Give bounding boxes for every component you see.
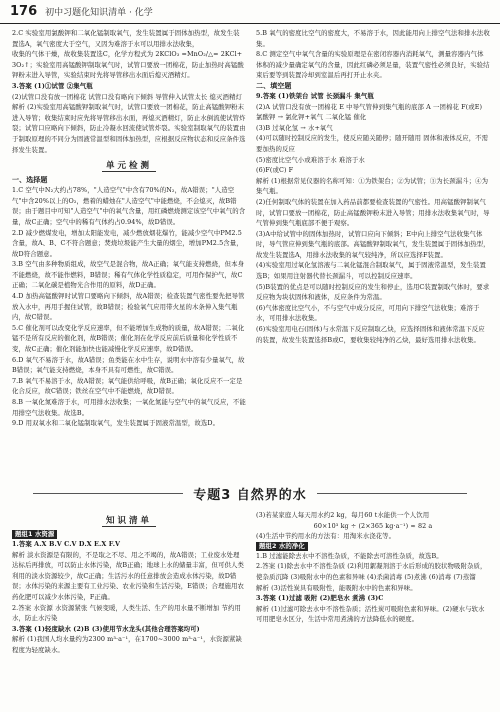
answer-line: 3.答案 (1)轻度缺水 (2)B (3)使用节水龙头(其他合理答案均可) <box>12 624 200 633</box>
unit-test-heading: 单元检测 <box>12 159 246 171</box>
bottom-left-column <box>12 510 246 708</box>
group-heading <box>12 530 246 539</box>
right-column <box>256 28 490 478</box>
bottom-right-column <box>256 510 490 708</box>
fill-heading: 二、填空题 <box>256 81 292 90</box>
paragraph: 解析 (3)活性炭具有吸附性，能吸附水中的色素和异味。 <box>256 583 417 592</box>
group-tag: 题组1 水资源 <box>12 530 57 539</box>
paragraph: (6)实验室用电石(固体)与水常温下反应制取乙炔，应选择固体和液体常温下反应的装置，故发生装置选择B或C，要收集较纯净的乙炔，最好选用排水法收集。 <box>256 325 485 344</box>
paragraph: 5.C 催化剂可以改变化学反应速率，但不能增加生成物的质量，故A错误；二氧化锰不是所有反应的催化剂，故B错误；催化剂在化学反应前后质量和化学性质不变，故C正确；催化剂能加快也能减慢化学反应速率，故D错误。 <box>12 323 245 354</box>
answer-line: 3.答案 (1)过滤 吸附 (2)肥皂水 煮沸 (3)C <box>256 594 384 603</box>
book-title: 初中习题化知识清单 · 化学 <box>45 8 153 18</box>
paragraph: 5.B 氧气的密度比空气的密度大，不易溶于水，因此能用向上排空气法和排水法收集。 <box>256 29 490 48</box>
paragraph: (3)若某家庭人每天用水约2 kg，每月60 t水能供一个人饮用 <box>256 511 430 519</box>
paragraph: 7.B 氧气不易溶于水，故A错误；氧气能供给呼吸，故B正确；氧化反应不一定是化合反应，故C错误；铁丝在空气中不能燃烧，故D错误。 <box>12 376 243 396</box>
paragraph: 3.B 空气由多种物质组成，故空气是混合物，故A正确；氧气能支持燃烧，但本身不能燃烧，故不能作燃料，B错误；稀有气体化学性质稳定，可用作保护气，故C正确；二氧化碳是植物光合作用的原料，故D正确。 <box>12 260 245 290</box>
paragraph: 1.B 过滤能除去水中不溶性杂质，不能除去可溶性杂质，故选B。 <box>256 551 443 560</box>
answer-line: 9.答案 (1)铁架台 试管 长颈漏斗 集气瓶 <box>256 91 374 100</box>
knowledge-list-heading: 知识清单 <box>12 514 246 526</box>
paragraph: (6)气体密度比空气小，不与空气中成分反应，可用向下排空气法收集；难溶于水，可用排水法收集。 <box>256 303 480 323</box>
page-header <box>0 0 500 24</box>
paragraph: 2.答案 (1)除去水中不溶性杂质 (2)利用絮凝剂溶于水后形成的胶状物吸附杂质，使杂质沉降 (3)吸附水中的色素和异味 (4)杀菌消毒 (5)煮沸 (6)消毒 (7)蒸馏 <box>256 562 487 581</box>
group-heading <box>256 542 490 551</box>
paragraph: 解析 (1)过滤可除去水中不溶性杂质；活性炭可吸附色素和异味。(2)硬水与软水可用肥皂水区分，生活中常用煮沸的方法降低水的硬度。 <box>256 604 485 624</box>
group-tag: 题组2 水的净化 <box>256 542 308 551</box>
paragraph: 6.D 氧气不易溶于水，故A错误；鱼类能在水中生存，说明水中溶有少量氧气，故B错误；氧气能支持燃烧，本身不具有可燃性，故C错误。 <box>12 355 245 375</box>
answer-line: 3.答案 (1)①试管 ②集气瓶 <box>12 81 93 90</box>
chapter-title: 专题3 自然界的水 <box>0 480 500 506</box>
left-column <box>12 28 246 478</box>
paragraph: (2)任何制取气体的装置在加入药品前都要检查装置的气密性。用高锰酸钾制氧气时，试管口要放一团棉花，防止高锰酸钾粉末进入导管；用排水法收集氧气时，导气管伸到集气瓶底部不便于观察。 <box>256 197 490 228</box>
paragraph: 解析 (1)根据常见仪器的名称可知：①为铁架台；②为试管；③为长颈漏斗；④为集气瓶。 <box>256 176 489 196</box>
paragraph: 2.C 实验室用氯酸钾和二氧化锰制取氧气，发生装置属于固体加热型，故发生装置选A，氧气密度大于空气，又因为难溶于水可以用排水法收集， <box>12 29 240 48</box>
paragraph: 解析 (1)我国人均水量约为2300 m³·a⁻¹，在1700~3000 m³·a⁻¹，水资源紧缺程度为轻度缺水。 <box>12 635 243 654</box>
paragraph: 4.D 加热高锰酸钾时试管口要略向下倾斜，故A错误；检查装置气密性要先把导管放入水中，再用手握住试管，故B错误；检验氧气应用带火星的木条伸入集气瓶内，故C错误。 <box>12 292 245 322</box>
formula: 60×10³ kg ÷ (2×365 kg·a⁻¹) ≈ 82 a <box>313 521 433 530</box>
paragraph: 9.D 用双氧水和二氧化锰制取氧气，发生装置属于固液常温型，故选D。 <box>12 419 220 428</box>
paragraph: 1.C 空气中N₂大约占78%，"人造空气"中含有70%的N₂，故A错误；"人造空气"中含20%以上的O₂，燃着的蜡烛在"人造空气"中能燃烧，不会熄灭，故B错误；由于题目中可知"人造空气"中的氧气含量，用红磷燃烧测定该空气中氧气的含量，故C正确；空气中的稀有气体约占0.94%，故D错误。 <box>12 186 246 226</box>
paragraph: (4)可以随时控制反应的发生，使反应随关随停；随开随用 固体和液体反应，不需要加热的反应 <box>256 134 489 153</box>
paragraph: (5)B装置的优点是可以随时控制反应的发生和停止，选用C装置制取气体时，要求反应物为块状固体和液体，反应条件为常温。 <box>256 282 490 302</box>
paragraph: (4)生活中节约用水的方法有：用淘米水浇花等。 <box>256 532 396 541</box>
paragraph: (6)F(或C) F <box>256 166 294 175</box>
paragraph: 收集的气体干燥，故收集装置选C，化学方程式为 2KClO₃ =MnO₂/△= 2KCl+3O₂↑；实验室用高锰酸钾制取氧气时，试管口要放一团棉花，防止加热时高锰酸钾粉末进入导管，实验结束时先将导管移出水面后熄灭酒精灯。 <box>12 50 244 80</box>
paragraph: (5)密度比空气小或难溶于水 难溶于水 <box>256 155 365 164</box>
answer-line: 1.答案 A.X B.V C.V D.X E.X F.V <box>12 540 121 548</box>
page-number: 176 <box>10 4 38 19</box>
choice-heading: 一、选择题 <box>12 176 48 185</box>
paragraph: 解析 (2)实验室用高锰酸钾制取氧气时，试管口要放一团棉花，防止高锰酸钾粉末进入导管；收集结束时应先将导管移出水面，再熄灭酒精灯，防止水倒流使试管炸裂；试管口应略向下倾斜，防止冷凝水回流使试管炸裂。实验室制取氧气的装置由于制取原理的不同分为固液常温型和固体加热型，应根据反应物状态和反应条件选择发生装置。 <box>12 103 246 154</box>
paragraph: (4)实验室用过氧化氢溶液与二氧化锰混合制取氧气，属于固液常温型，发生装置选B；如果用注射器代替长颈漏斗，可以控制反应速率。 <box>256 261 487 281</box>
paragraph: 8.B 一氧化氮难溶于水，可用排水法收集；一氧化氮能与空气中的氧气反应，不能用排空气法收集。故选B。 <box>12 398 246 417</box>
paragraph: (2)A 试管口没有放一团棉花 E 中导气管伸到集气瓶的底部 A 一团棉花 F(或E) 氯酸钾 → 氯化钾+氧气 二氧化锰 催化 <box>256 102 483 122</box>
paragraph: (3)B 过氧化氢 → 水+氧气 <box>256 123 333 132</box>
paragraph: 解析 淡水资源是有限的，不是取之不尽、用之不竭的，故A错误；工业废水处理达标后再排放，可以防止水体污染，故B正确；地球上水的储量丰富，但可供人类利用的淡水资源较少，故C正确；生活污水的任意排放会造成水体污染，故D错误；水体污染的来源主要有工业污染、农业污染和生活污染，E错误；合理施用农药化肥可以减少水体污染，F正确。 <box>12 550 244 601</box>
paragraph: (2)试管口没有放一团棉花 试管口没有略向下倾斜 导管伸入试管太长 熄灭酒精灯 <box>12 92 242 101</box>
paragraph: (3)A中给试管中的固体加热时，试管口应向下倾斜；E中向上排空气法收集气体时，导气管应伸到集气瓶的底部。高锰酸钾制取氧气，发生装置属于固体加热型，故发生装置选A，用排水法收集的氧气较纯净，所以应选择F装置。 <box>256 229 490 259</box>
paragraph: 2.答案 水资源 水资源紧张 气候变暖，人类生活、生产的用水量不断增加 节约用水，防止水污染 <box>12 603 242 623</box>
paragraph: 2.D 减少燃煤发电，增加太阳能发电，减少燃放烟花爆竹，能减少空气中PM2.5含量，故A、B、C不符合题意；焚烧垃圾能产生大量的烟尘，增加PM2.5含量，故D符合题意。 <box>12 228 243 258</box>
paragraph: 8.C 测定空气中氧气含量的实验原理是在密闭容器内消耗氧气，测量容器内气体体积的减少量确定氧气的含量，因此红磷必须足量，装置气密性必须良好，实验结束后要等到装置冷却到室温后再打开止水夹。 <box>256 50 490 80</box>
